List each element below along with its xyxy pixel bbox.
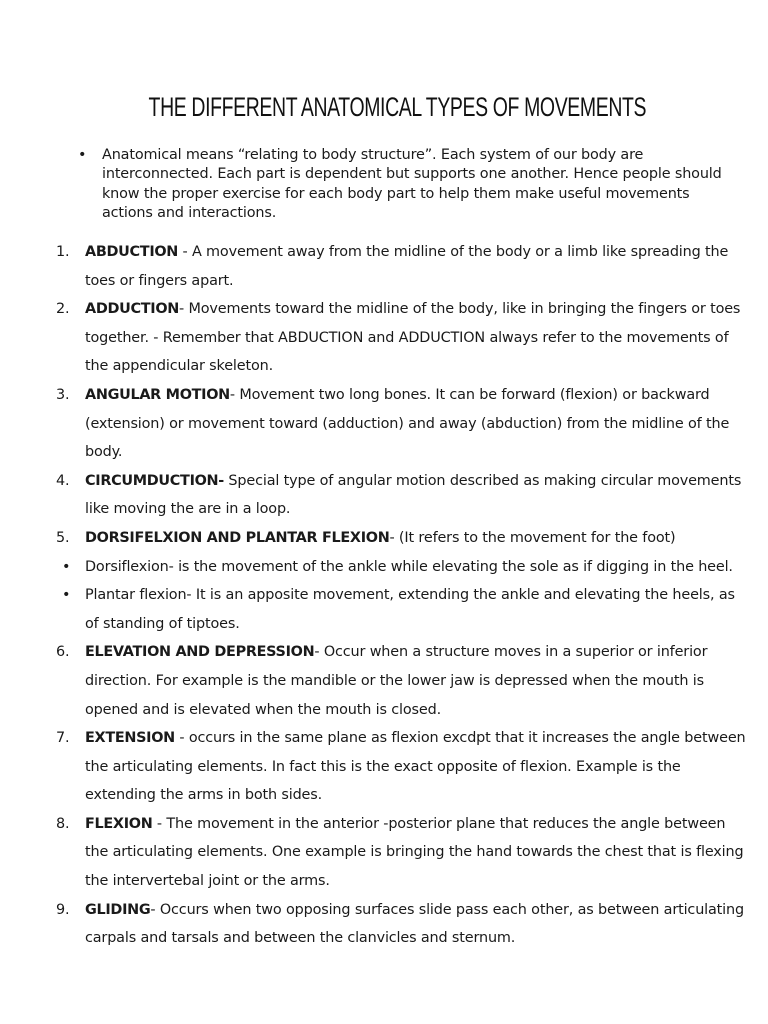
movement-term: CIRCUMDUCTION-	[85, 472, 224, 489]
movement-term: DORSIFELXION AND PLANTAR FLEXION	[85, 529, 390, 546]
list-item	[56, 581, 746, 638]
list-number: 9.	[56, 901, 70, 918]
movement-term: FLEXION	[85, 815, 153, 832]
list-item	[56, 810, 746, 896]
movement-description: - (It refers to the movement for the foot)	[389, 529, 676, 546]
movement-term: ABDUCTION	[85, 244, 179, 260]
movement-description: - A movement away from the midline of the body or a limb like spreading the toes or fingers apart.	[85, 244, 729, 289]
intro-item	[78, 146, 728, 223]
list-item	[56, 381, 746, 467]
list-number: 4.	[56, 472, 70, 489]
movement-description: - Occurs when two opposing surfaces slide pass each other, as between articulating carpals and tarsals and between the clanvicles and sternum.	[85, 901, 744, 947]
movement-term: EXTENSION	[85, 730, 175, 747]
list-item	[56, 896, 746, 953]
movement-description: - Movements toward the midline of the body, like in bringing the fingers or toes together. - Remember that ABDUCTION and ADDUCTION always refer to the movements of the appendicular skeleton.	[85, 301, 741, 375]
movement-list	[56, 238, 746, 953]
movement-term: ELEVATION AND DEPRESSION	[85, 644, 315, 661]
list-item	[56, 524, 746, 553]
list-item	[56, 553, 746, 582]
movement-description: Dorsiflexion- is the movement of the ankle while elevating the sole as if digging in the heel.	[85, 558, 733, 575]
list-item	[56, 295, 746, 381]
list-number: 2.	[56, 301, 70, 318]
movement-description: Special type of angular motion described as making circular movements like moving the are in a loop.	[85, 472, 742, 518]
movement-description: Plantar flexion- It is an apposite movement, extending the ankle and elevating the heels, as of standing of tiptoes.	[85, 587, 735, 632]
movement-description: - Occur when a structure moves in a superior or inferior direction. For example is the mandible or the lower jaw is depressed when the mouth is opened and is elevated when the mouth is closed.	[85, 644, 708, 718]
bullet-icon: •	[62, 558, 71, 575]
list-number: 7.	[56, 730, 70, 747]
list-number: 8.	[56, 815, 70, 832]
list-number: 3.	[56, 386, 70, 403]
list-number: 5.	[56, 529, 70, 546]
list-item	[56, 724, 746, 810]
intro-list	[78, 146, 728, 223]
movement-term: ADDUCTION	[85, 301, 180, 318]
movement-term: GLIDING	[85, 901, 151, 918]
list-item	[56, 238, 746, 295]
bullet-icon: •	[78, 147, 87, 163]
list-item	[56, 638, 746, 724]
list-number: 6.	[56, 644, 70, 661]
movement-term: ANGULAR MOTION	[85, 386, 230, 403]
movement-description: - The movement in the anterior -posterior plane that reduces the angle between the articulating elements. One example is bringing the hand towards the chest that is flexing the intervertebal joint or the arms.	[85, 815, 744, 890]
movement-description: - Movement two long bones. It can be forward (flexion) or backward (extension) or movement toward (adduction) and away (abduction) from the midline of the body.	[85, 386, 730, 461]
intro-text: Anatomical means “relating to body structure”. Each system of our body are interconnected. Each part is dependent but supports one another. Hence people should know the proper exercise for each body part to help them make useful movements actions and interactions.	[102, 147, 722, 221]
page-title: THE DIFFERENT ANATOMICAL TYPES OF MOVEMENTS	[148, 92, 647, 122]
movement-description: - occurs in the same plane as flexion excdpt that it increases the angle between the articulating elements. In fact this is the exact opposite of flexion. Example is the extending the arms in both sides.	[85, 730, 746, 804]
list-number: 1.	[56, 244, 70, 260]
bullet-icon: •	[62, 587, 71, 604]
list-item	[56, 467, 746, 524]
